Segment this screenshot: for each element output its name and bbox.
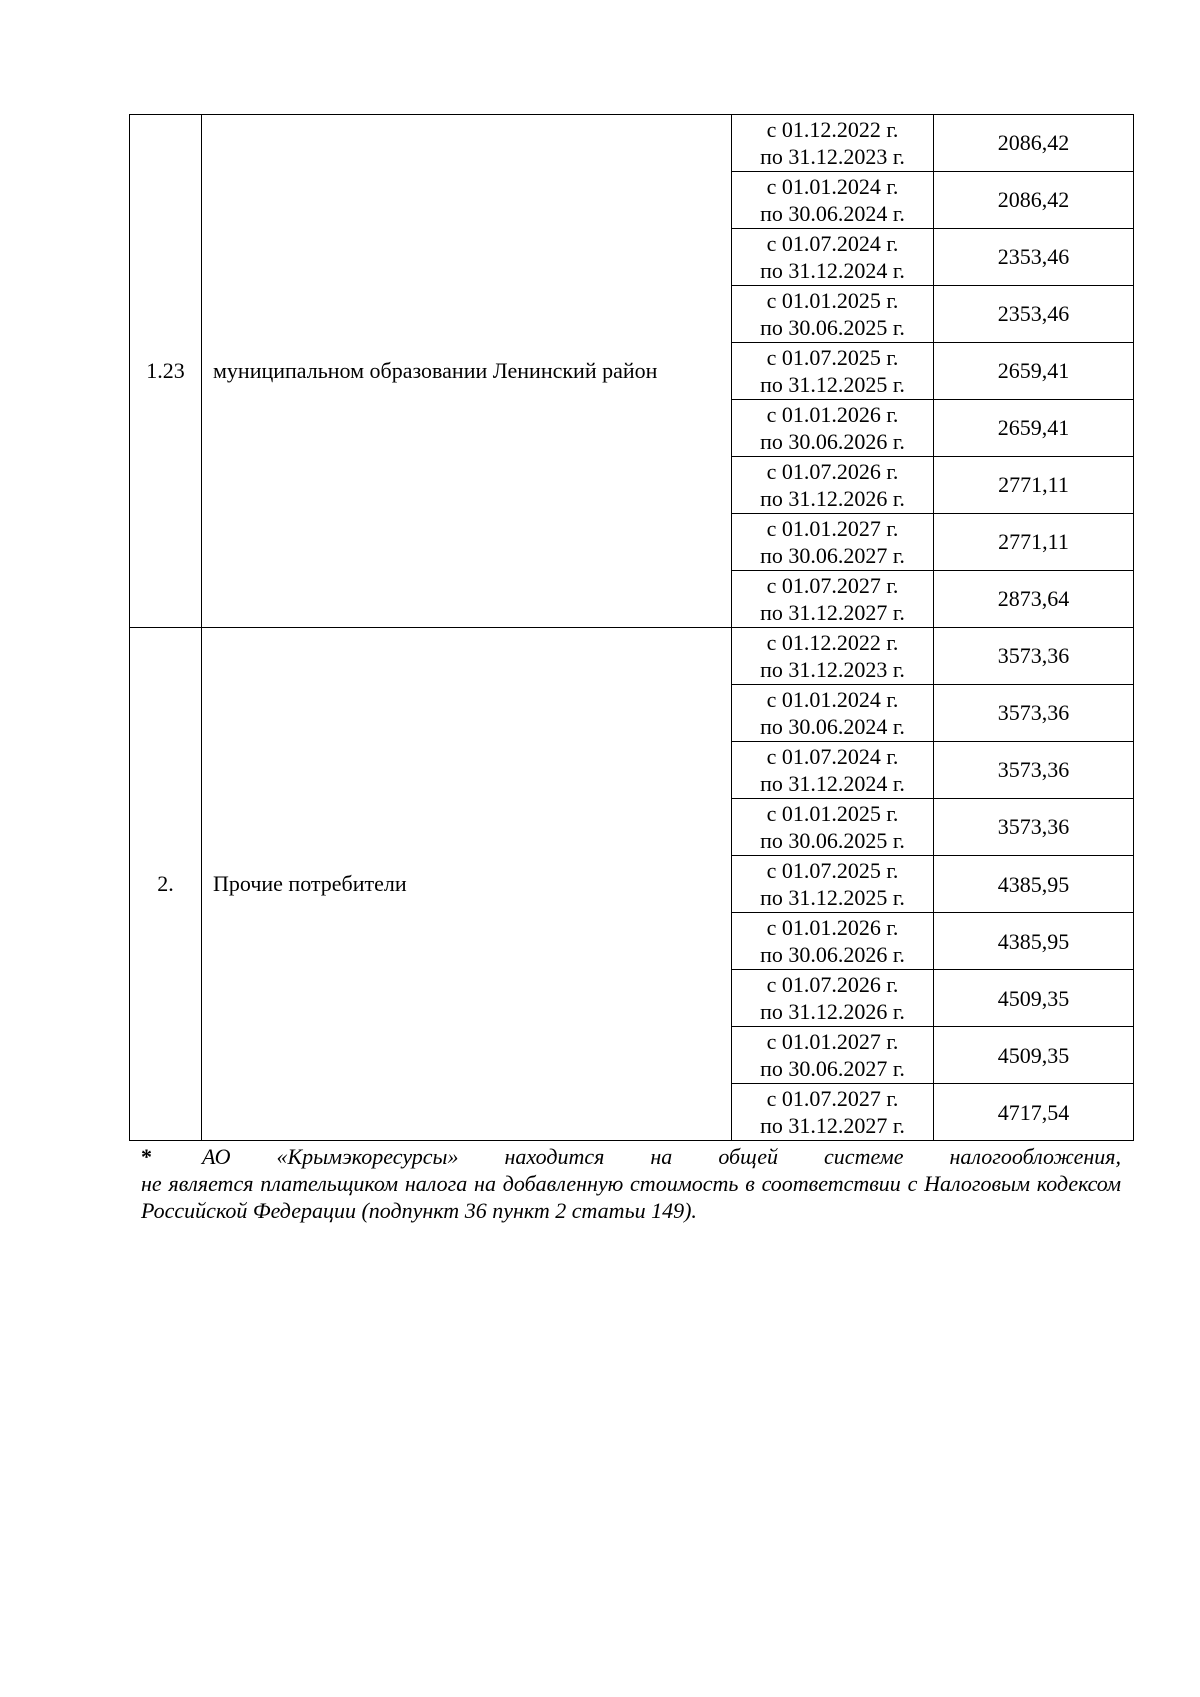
tariff-value: 3573,36 <box>934 685 1134 742</box>
tariff-table <box>129 114 1134 1141</box>
period-cell <box>732 742 934 799</box>
footnote-line-2: не является плательщиком налога на добавленную стоимость в соответствии с Налоговым кодексом Российской Федерации (подпункт 36 пункт 2 статьи 149). <box>141 1171 1121 1223</box>
period-to: по 31.12.2025 г. <box>760 372 905 397</box>
period-from: с 01.01.2024 г. <box>766 174 899 199</box>
footnote <box>141 1143 1121 1224</box>
period-from: с 01.12.2022 г. <box>766 117 899 142</box>
period-to: по 30.06.2026 г. <box>760 429 905 454</box>
tariff-value: 2771,11 <box>934 514 1134 571</box>
period-from: с 01.07.2026 г. <box>766 972 899 997</box>
section-name: Прочие потребители <box>202 628 732 1141</box>
period-cell <box>732 1084 934 1141</box>
period-cell <box>732 286 934 343</box>
period-from: с 01.01.2025 г. <box>766 801 899 826</box>
footnote-marker: * <box>141 1144 152 1169</box>
period-cell <box>732 514 934 571</box>
period-cell <box>732 970 934 1027</box>
tariff-value: 3573,36 <box>934 799 1134 856</box>
period-cell <box>732 343 934 400</box>
period-cell <box>732 1027 934 1084</box>
tariff-value: 2659,41 <box>934 343 1134 400</box>
tariff-value: 4385,95 <box>934 913 1134 970</box>
period-from: с 01.01.2026 г. <box>766 915 899 940</box>
period-from: с 01.07.2026 г. <box>766 459 899 484</box>
period-from: с 01.01.2026 г. <box>766 402 899 427</box>
period-to: по 31.12.2024 г. <box>760 258 905 283</box>
period-to: по 30.06.2027 г. <box>760 543 905 568</box>
period-from: с 01.01.2025 г. <box>766 288 899 313</box>
period-from: с 01.07.2027 г. <box>766 1086 899 1111</box>
tariff-value: 4385,95 <box>934 856 1134 913</box>
footnote-text-1: АО «Крымэкоресурсы» находится на общей системе налогообложения, <box>202 1144 1121 1169</box>
period-to: по 31.12.2026 г. <box>760 999 905 1024</box>
tariff-value: 2771,11 <box>934 457 1134 514</box>
tariff-value: 3573,36 <box>934 628 1134 685</box>
period-to: по 31.12.2023 г. <box>760 144 905 169</box>
period-cell <box>732 628 934 685</box>
period-cell <box>732 172 934 229</box>
period-to: по 30.06.2024 г. <box>760 714 905 739</box>
period-from: с 01.01.2027 г. <box>766 1029 899 1054</box>
footnote-line-1 <box>141 1143 1121 1170</box>
section-number: 1.23 <box>130 115 202 628</box>
period-to: по 30.06.2026 г. <box>760 942 905 967</box>
tariff-value: 2086,42 <box>934 172 1134 229</box>
period-from: с 01.07.2027 г. <box>766 573 899 598</box>
period-to: по 31.12.2027 г. <box>760 600 905 625</box>
period-cell <box>732 799 934 856</box>
period-cell <box>732 571 934 628</box>
period-from: с 01.01.2024 г. <box>766 687 899 712</box>
period-from: с 01.07.2024 г. <box>766 744 899 769</box>
tariff-value: 2086,42 <box>934 115 1134 172</box>
period-to: по 31.12.2024 г. <box>760 771 905 796</box>
period-to: по 30.06.2024 г. <box>760 201 905 226</box>
table-row <box>130 628 1134 685</box>
period-cell <box>732 115 934 172</box>
tariff-value: 4509,35 <box>934 1027 1134 1084</box>
tariff-value: 2873,64 <box>934 571 1134 628</box>
period-to: по 31.12.2026 г. <box>760 486 905 511</box>
period-to: по 30.06.2025 г. <box>760 828 905 853</box>
period-cell <box>732 856 934 913</box>
tariff-value: 2353,46 <box>934 286 1134 343</box>
period-from: с 01.01.2027 г. <box>766 516 899 541</box>
period-to: по 31.12.2027 г. <box>760 1113 905 1138</box>
tariff-value: 2353,46 <box>934 229 1134 286</box>
period-to: по 30.06.2027 г. <box>760 1056 905 1081</box>
tariff-value: 3573,36 <box>934 742 1134 799</box>
period-from: с 01.07.2025 г. <box>766 858 899 883</box>
period-from: с 01.07.2025 г. <box>766 345 899 370</box>
period-cell <box>732 229 934 286</box>
period-from: с 01.07.2024 г. <box>766 231 899 256</box>
table-row <box>130 115 1134 172</box>
tariff-value: 4509,35 <box>934 970 1134 1027</box>
section-name: муниципальном образовании Ленинский район <box>202 115 732 628</box>
tariff-value: 4717,54 <box>934 1084 1134 1141</box>
tariff-table-body <box>130 115 1134 1141</box>
period-from: с 01.12.2022 г. <box>766 630 899 655</box>
tariff-value: 2659,41 <box>934 400 1134 457</box>
period-to: по 30.06.2025 г. <box>760 315 905 340</box>
period-cell <box>732 685 934 742</box>
period-cell <box>732 913 934 970</box>
period-to: по 31.12.2025 г. <box>760 885 905 910</box>
period-to: по 31.12.2023 г. <box>760 657 905 682</box>
period-cell <box>732 457 934 514</box>
section-number: 2. <box>130 628 202 1141</box>
period-cell <box>732 400 934 457</box>
